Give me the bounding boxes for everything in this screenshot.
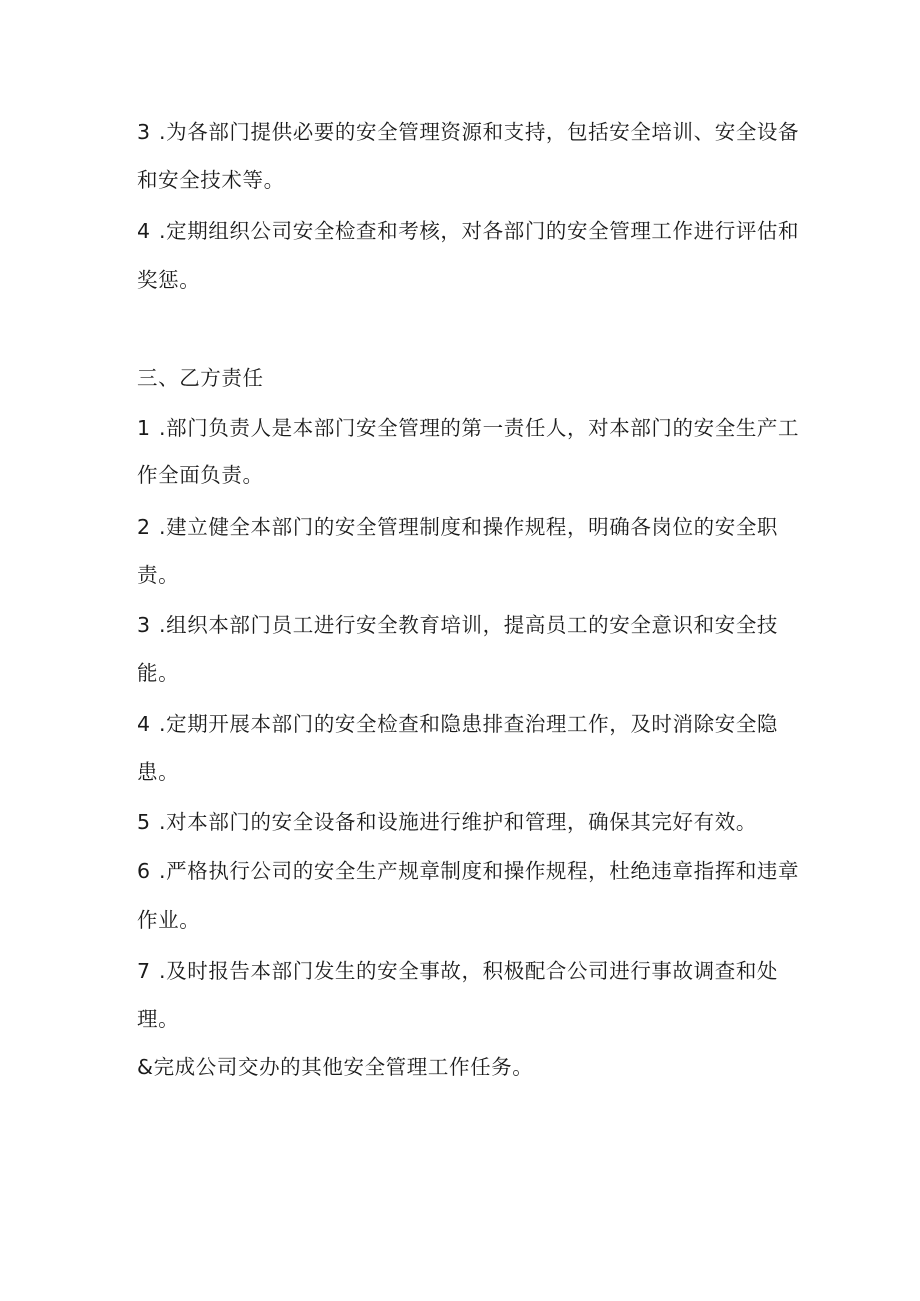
list-item-line — [137, 461, 264, 489]
item-number: 2 — [137, 515, 151, 539]
list-item-line — [137, 513, 778, 541]
list-item-line — [137, 166, 285, 194]
list-item-line — [137, 857, 799, 885]
item-text: &完成公司交办的其他安全管理工作任务。 — [137, 1055, 534, 1079]
list-item-line — [137, 659, 179, 687]
item-text: .为各部门提供必要的安全管理资源和支持，包括安全培训、安全设备 — [159, 120, 800, 144]
item-text-continuation: 责。 — [137, 563, 180, 587]
list-item-line — [137, 561, 179, 589]
item-number: 7 — [137, 959, 151, 983]
list-item-line — [137, 217, 799, 245]
list-item-line — [137, 758, 179, 786]
item-text: .组织本部门员工进行安全教育培训，提高员工的安全意识和安全技 — [159, 613, 779, 637]
item-text: .对本部门的安全设备和设施进行维护和管理，确保其完好有效。 — [159, 810, 757, 834]
item-text-continuation: 患。 — [137, 760, 180, 784]
list-item-line — [137, 414, 799, 442]
item-number: 5 — [137, 810, 151, 834]
item-text-continuation: 奖惩。 — [137, 268, 201, 292]
section-heading-text: 三、乙方责任 — [137, 366, 264, 390]
list-item-line — [137, 957, 778, 985]
list-item-line — [137, 266, 200, 294]
item-text: .及时报告本部门发生的安全事故，积极配合公司进行事故调查和处 — [159, 959, 779, 983]
item-number: 6 — [137, 859, 151, 883]
list-item-line — [137, 906, 200, 934]
list-item-line — [137, 611, 778, 639]
item-text: .建立健全本部门的安全管理制度和操作规程，明确各岗位的安全职 — [159, 515, 779, 539]
item-text: .严格执行公司的安全生产规章制度和操作规程，杜绝违章指挥和违章 — [159, 859, 800, 883]
list-item-line — [137, 710, 778, 738]
item-number: 3 — [137, 613, 151, 637]
item-text: .部门负责人是本部门安全管理的第一责任人，对本部门的安全生产工 — [159, 416, 800, 440]
section-heading — [137, 364, 264, 392]
item-text: .定期组织公司安全检查和考核，对各部门的安全管理工作进行评估和 — [159, 219, 800, 243]
item-text-continuation: 能。 — [137, 661, 180, 685]
list-item-line — [137, 808, 757, 836]
item-number: 4 — [137, 219, 151, 243]
item-text: .定期开展本部门的安全检查和隐患排查治理工作，及时消除安全隐 — [159, 712, 779, 736]
item-text-continuation: 作全面负责。 — [137, 463, 264, 487]
item-number: 1 — [137, 416, 151, 440]
item-number: 3 — [137, 120, 151, 144]
item-text-continuation: 和安全技术等。 — [137, 168, 285, 192]
item-text-continuation: 作业。 — [137, 908, 201, 932]
list-item-line — [137, 1053, 533, 1081]
item-number: 4 — [137, 712, 151, 736]
list-item-line — [137, 118, 799, 146]
list-item-line — [137, 1005, 179, 1033]
item-text-continuation: 理。 — [137, 1007, 180, 1031]
